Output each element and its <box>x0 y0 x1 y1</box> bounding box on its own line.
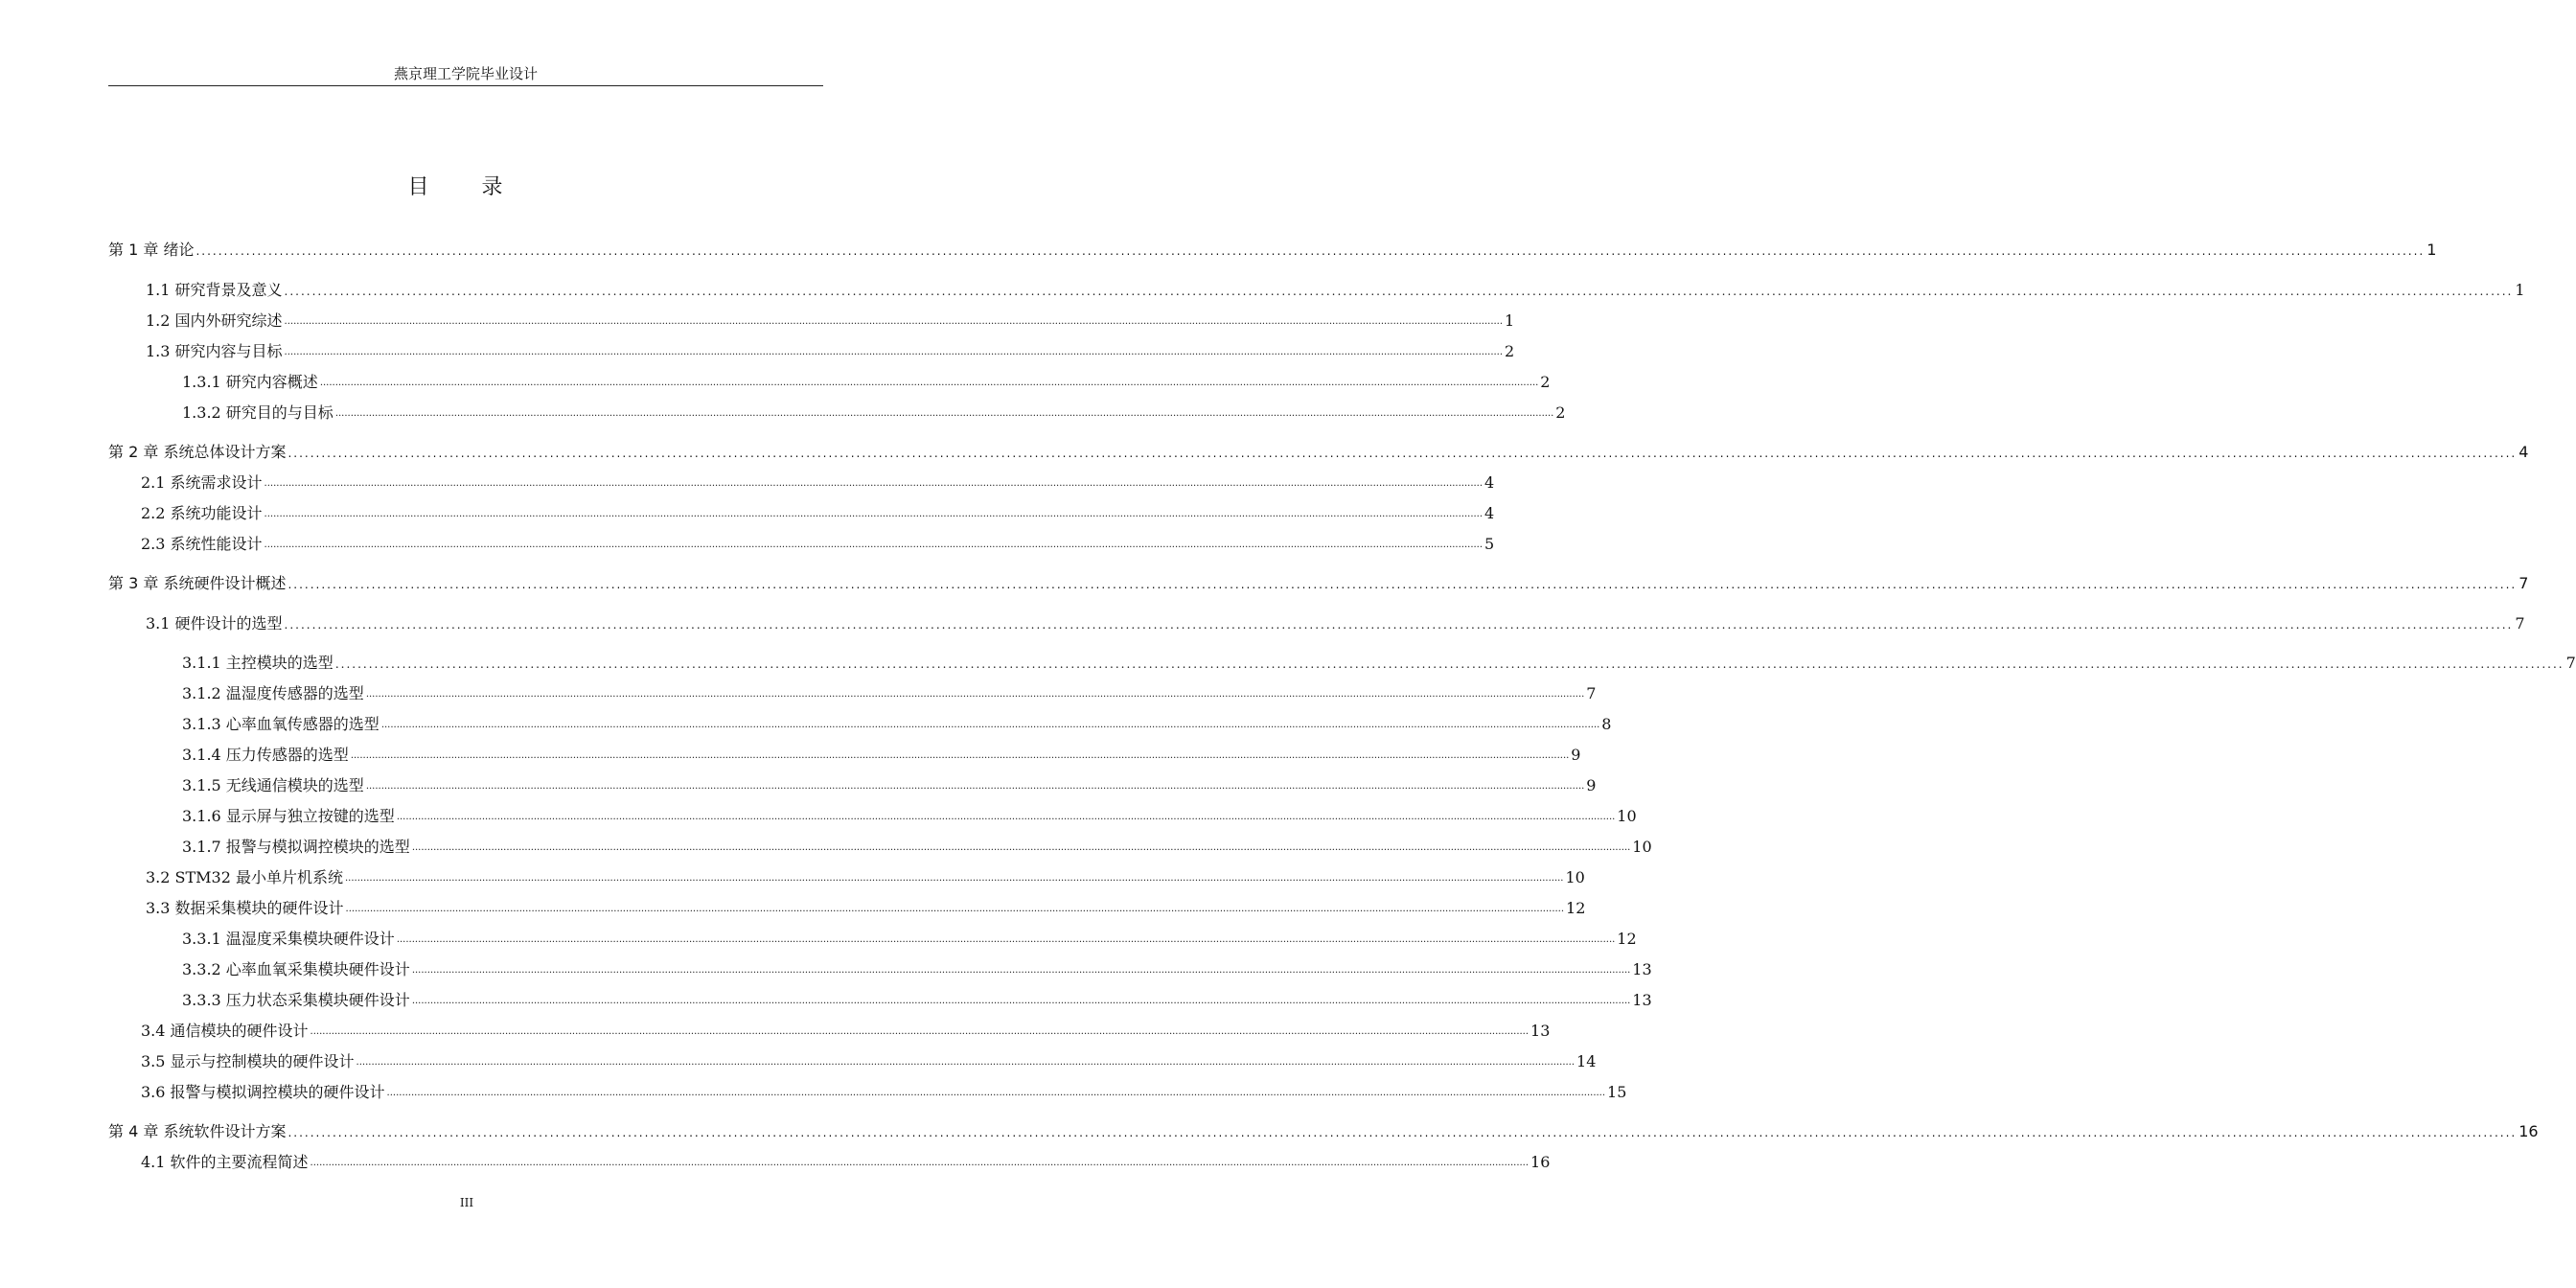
toc-dot-leader: ................................................................................................................................................................................................................................................................................................................................................................................................................ <box>284 347 1504 357</box>
toc-entry-page: 13 <box>1632 960 1652 978</box>
toc-entry-label: 1.3.2 研究目的与目标 <box>182 403 334 422</box>
toc-dot-leader: ................................................................................................................................................................................................................................................................................................................................................................................................................ <box>196 244 2426 258</box>
toc-entry[interactable] <box>182 987 1652 1010</box>
toc-dot-leader: ................................................................................................................................................................................................................................................................................................................................................................................................................ <box>350 750 1570 761</box>
toc-entry-page: 14 <box>1576 1052 1597 1070</box>
toc-entry[interactable] <box>108 237 2437 260</box>
toc-entry[interactable] <box>146 308 1515 331</box>
toc-entry[interactable] <box>182 369 1551 392</box>
toc-dot-leader: ................................................................................................................................................................................................................................................................................................................................................................................................................ <box>310 1158 1530 1168</box>
toc-entry-label: 3.1.3 心率血氧传感器的选型 <box>182 715 380 733</box>
toc-entry-label: 3.3.2 心率血氧采集模块硬件设计 <box>182 960 410 978</box>
toc-dot-leader: ................................................................................................................................................................................................................................................................................................................................................................................................................ <box>288 1126 2518 1139</box>
toc-entry-page: 8 <box>1601 715 1612 733</box>
toc-entry[interactable] <box>108 570 2529 593</box>
toc-entry-page: 16 <box>2518 1122 2539 1140</box>
toc-entry-page: 1 <box>1505 311 1515 330</box>
toc-entry-page: 4 <box>1484 473 1495 492</box>
toc-entry[interactable] <box>182 400 1566 423</box>
toc-entry-label: 第 2 章 系统总体设计方案 <box>108 443 287 461</box>
toc-entry-label: 2.3 系统性能设计 <box>141 535 263 553</box>
toc-entry-page: 7 <box>2515 614 2525 632</box>
toc-dot-leader: ................................................................................................................................................................................................................................................................................................................................................................................................................ <box>365 781 1585 792</box>
toc-entry[interactable] <box>146 277 2525 300</box>
toc-entry-label: 3.5 显示与控制模块的硬件设计 <box>141 1052 355 1070</box>
toc-entry[interactable] <box>182 650 2576 673</box>
toc-entry[interactable] <box>141 470 1495 493</box>
toc-entry-page: 4 <box>1484 504 1495 522</box>
toc-entry-page: 9 <box>1586 776 1597 794</box>
toc-entry-page: 2 <box>1540 373 1551 391</box>
toc-entry-label: 第 3 章 系统硬件设计概述 <box>108 574 287 592</box>
toc-dot-leader: ................................................................................................................................................................................................................................................................................................................................................................................................................ <box>411 996 1631 1006</box>
toc-dot-leader: ................................................................................................................................................................................................................................................................................................................................................................................................................ <box>284 285 2514 298</box>
toc-entry-page: 12 <box>1566 899 1586 917</box>
toc-entry-page: 10 <box>1617 807 1637 825</box>
toc-entry-label: 2.2 系统功能设计 <box>141 504 263 522</box>
page-number: III <box>459 1196 474 1209</box>
toc-entry[interactable] <box>182 711 1612 734</box>
toc-entry[interactable] <box>141 500 1495 523</box>
toc-entry-label: 3.3.3 压力状态采集模块硬件设计 <box>182 991 410 1009</box>
header-rule <box>108 85 823 86</box>
toc-entry-label: 1.3 研究内容与目标 <box>146 342 283 360</box>
toc-entry[interactable] <box>182 742 1581 765</box>
toc-dot-leader: ................................................................................................................................................................................................................................................................................................................................................................................................................ <box>345 904 1565 914</box>
toc-entry[interactable] <box>141 1018 1551 1041</box>
toc-entry[interactable] <box>108 1118 2539 1141</box>
toc-dot-leader: ................................................................................................................................................................................................................................................................................................................................................................................................................ <box>288 578 2518 591</box>
toc-entry[interactable] <box>182 956 1652 979</box>
toc-entry-page: 4 <box>2518 443 2529 461</box>
toc-entry-label: 3.2 STM32 最小单片机系统 <box>146 868 343 886</box>
toc-dot-leader: ................................................................................................................................................................................................................................................................................................................................................................................................................ <box>264 478 1484 489</box>
toc-entry[interactable] <box>182 680 1597 703</box>
toc-entry-label: 3.1.7 报警与模拟调控模块的选型 <box>182 838 410 856</box>
toc-entry-page: 7 <box>2518 574 2529 592</box>
toc-entry[interactable] <box>141 1048 1597 1071</box>
toc-entry-label: 3.4 通信模块的硬件设计 <box>141 1022 309 1040</box>
toc-title: 目 录 <box>407 175 526 199</box>
toc-entry-page: 7 <box>2565 654 2576 672</box>
toc-dot-leader: ................................................................................................................................................................................................................................................................................................................................................................................................................ <box>411 842 1631 853</box>
toc-entry-page: 1 <box>2515 281 2525 299</box>
toc-entry-label: 第 1 章 绪论 <box>108 241 195 259</box>
toc-entry-label: 2.1 系统需求设计 <box>141 473 263 492</box>
toc-dot-leader: ................................................................................................................................................................................................................................................................................................................................................................................................................ <box>396 934 1616 945</box>
toc-entry[interactable] <box>141 531 1495 554</box>
toc-entry-label: 3.1.5 无线通信模块的选型 <box>182 776 364 794</box>
toc-dot-leader: ................................................................................................................................................................................................................................................................................................................................................................................................................ <box>284 316 1504 327</box>
toc-entry[interactable] <box>146 610 2525 633</box>
toc-entry[interactable] <box>182 803 1637 826</box>
toc-dot-leader: ................................................................................................................................................................................................................................................................................................................................................................................................................ <box>365 689 1585 700</box>
toc-entry[interactable] <box>182 834 1652 857</box>
toc-entry-page: 13 <box>1632 991 1652 1009</box>
toc-entry-page: 1 <box>2426 241 2437 259</box>
toc-entry[interactable] <box>141 1079 1627 1102</box>
toc-dot-leader: ................................................................................................................................................................................................................................................................................................................................................................................................................ <box>288 447 2518 460</box>
toc-entry-label: 3.3.1 温湿度采集模块硬件设计 <box>182 930 395 948</box>
toc-dot-leader: ................................................................................................................................................................................................................................................................................................................................................................................................................ <box>411 965 1631 976</box>
toc-entry-label: 第 4 章 系统软件设计方案 <box>108 1122 287 1140</box>
toc-dot-leader: ................................................................................................................................................................................................................................................................................................................................................................................................................ <box>334 657 2564 671</box>
toc-dot-leader: ................................................................................................................................................................................................................................................................................................................................................................................................................ <box>345 873 1564 884</box>
toc-dot-leader: ................................................................................................................................................................................................................................................................................................................................................................................................................ <box>284 618 2514 632</box>
toc-entry-label: 3.1 硬件设计的选型 <box>146 614 283 632</box>
toc-entry-page: 15 <box>1607 1083 1627 1101</box>
toc-entry-label: 1.3.1 研究内容概述 <box>182 373 318 391</box>
toc-entry-label: 3.3 数据采集模块的硬件设计 <box>146 899 344 917</box>
toc-entry[interactable] <box>146 895 1586 918</box>
toc-entry[interactable] <box>182 926 1637 949</box>
toc-entry-label: 3.1.4 压力传感器的选型 <box>182 746 349 764</box>
toc-entry-label: 3.1.2 温湿度传感器的选型 <box>182 684 364 702</box>
toc-dot-leader: ................................................................................................................................................................................................................................................................................................................................................................................................................ <box>356 1057 1576 1068</box>
toc-entry-label: 3.1.1 主控模块的选型 <box>182 654 334 672</box>
toc-entry-page: 10 <box>1565 868 1585 886</box>
toc-entry-label: 1.1 研究背景及意义 <box>146 281 283 299</box>
toc-dot-leader: ................................................................................................................................................................................................................................................................................................................................................................................................................ <box>334 408 1554 419</box>
toc-entry-page: 7 <box>1586 684 1597 702</box>
toc-entry-page: 9 <box>1571 746 1581 764</box>
toc-entry[interactable] <box>146 338 1515 361</box>
toc-dot-leader: ................................................................................................................................................................................................................................................................................................................................................................................................................ <box>264 509 1484 519</box>
toc-entry-label: 3.6 报警与模拟调控模块的硬件设计 <box>141 1083 385 1101</box>
toc-dot-leader: ................................................................................................................................................................................................................................................................................................................................................................................................................ <box>319 378 1539 388</box>
toc-entry-page: 5 <box>1484 535 1495 553</box>
toc-entry-page: 2 <box>1505 342 1515 360</box>
toc-dot-leader: ................................................................................................................................................................................................................................................................................................................................................................................................................ <box>380 720 1600 730</box>
toc-dot-leader: ................................................................................................................................................................................................................................................................................................................................................................................................................ <box>264 540 1484 550</box>
toc-entry-label: 4.1 软件的主要流程简述 <box>141 1153 309 1171</box>
toc-entry-page: 2 <box>1555 403 1566 422</box>
toc-entry[interactable] <box>141 1149 1551 1172</box>
toc-dot-leader: ................................................................................................................................................................................................................................................................................................................................................................................................................ <box>310 1026 1530 1037</box>
toc-entry-page: 16 <box>1530 1153 1551 1171</box>
toc-entry-page: 13 <box>1530 1022 1551 1040</box>
toc-entry-label: 3.1.6 显示屏与独立按键的选型 <box>182 807 395 825</box>
toc-entry-page: 12 <box>1617 930 1637 948</box>
page-header: 燕京理工学院毕业设计 <box>393 65 538 82</box>
toc-entry-page: 10 <box>1632 838 1652 856</box>
toc-dot-leader: ................................................................................................................................................................................................................................................................................................................................................................................................................ <box>396 812 1616 822</box>
toc-entry[interactable] <box>146 864 1585 887</box>
toc-entry[interactable] <box>108 439 2529 462</box>
toc-entry[interactable] <box>182 772 1597 795</box>
toc-entry-label: 1.2 国内外研究综述 <box>146 311 283 330</box>
toc-dot-leader: ................................................................................................................................................................................................................................................................................................................................................................................................................ <box>386 1088 1606 1098</box>
